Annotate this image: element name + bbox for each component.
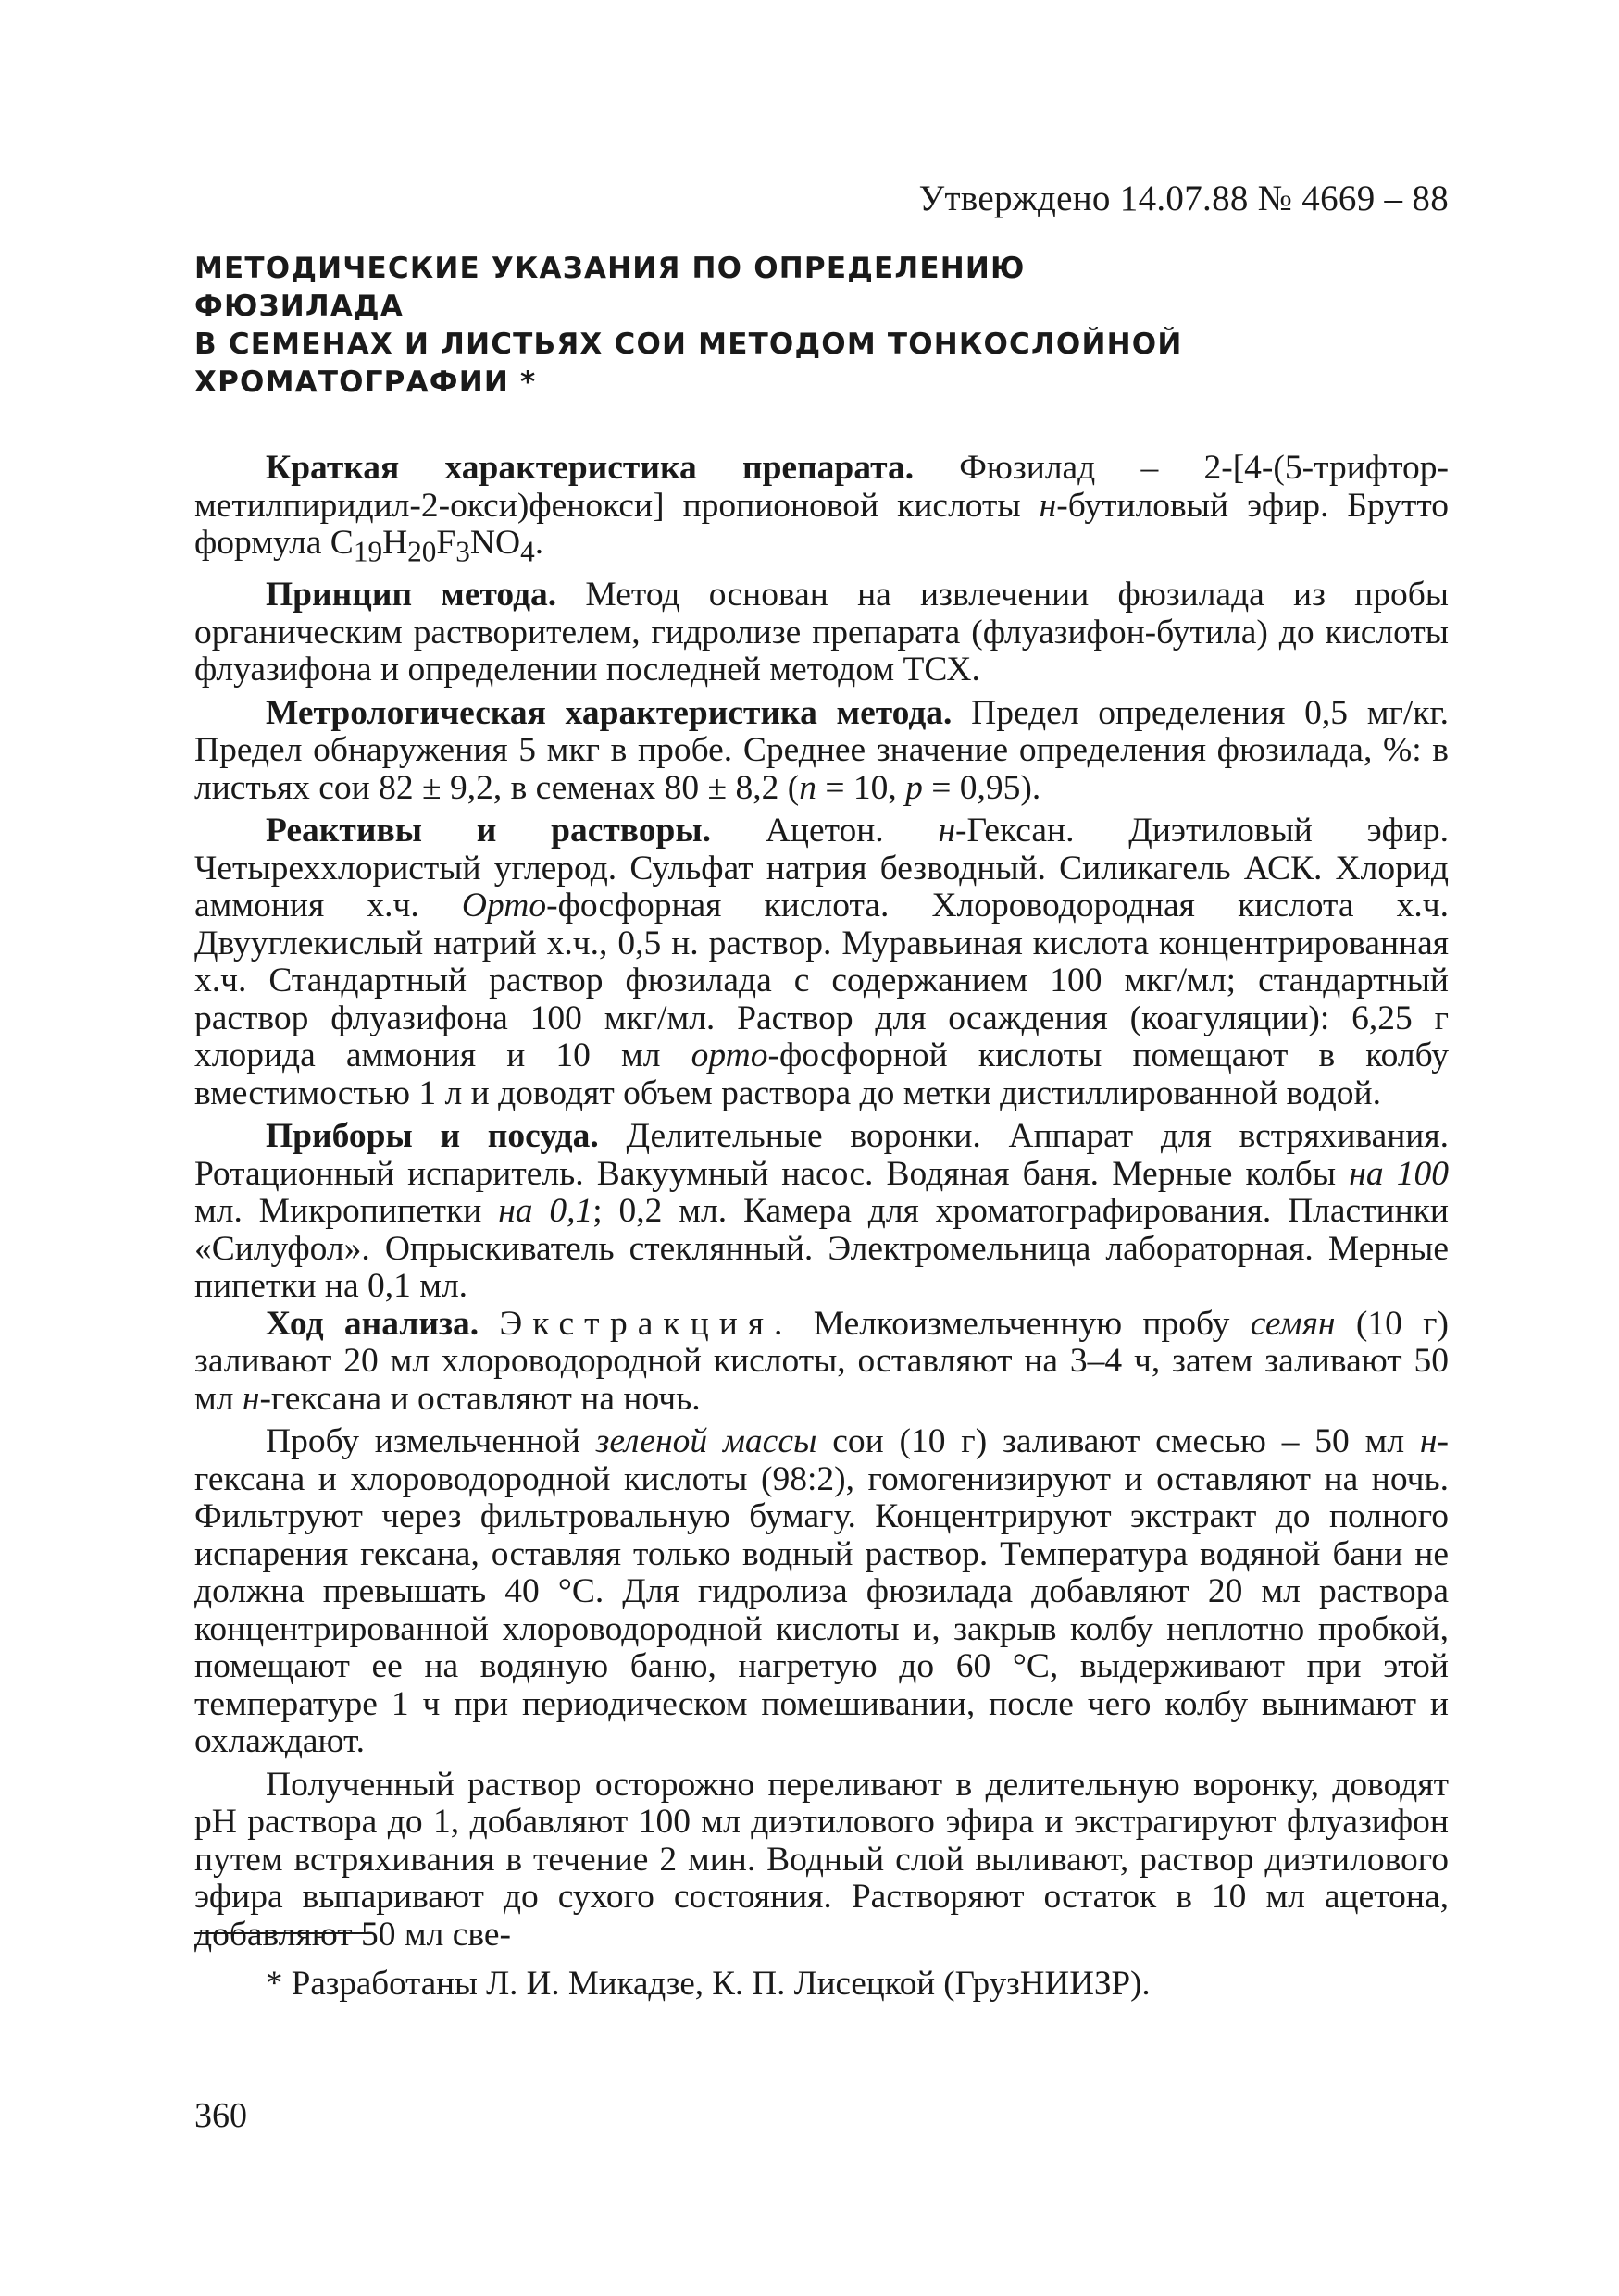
paragraph-solution: Полученный раствор осторожно переливают в делительную воронку, доводят рН раствора до 1, добавляют 100 мл диэтилового эфира и экстрагируют флуазифон путем встряхивания в течение 2 мин. Водный слой выливают, раствор диэтилового эфира выпаривают до сухого состояния. Растворяют остаток в 10 мл ацетона, добавляют 50 мл све- xyxy=(194,1765,1449,1954)
title-line-1: МЕТОДИЧЕСКИЕ УКАЗАНИЯ ПО ОПРЕДЕЛЕНИЮ ФЮЗИЛАДА xyxy=(194,252,1026,323)
title-line-2: В СЕМЕНАХ И ЛИСТЬЯХ СОИ МЕТОДОМ ТОНКОСЛОЙНОЙ xyxy=(194,328,1183,361)
paragraph-devices: Приборы и посуда. Делительные воронки. Аппарат для встряхивания. Ротационный испаритель. Вакуумный насос. Водяная баня. Мерные колбы на 100 мл. Микропипетки на 0,1; 0,2 мл. Камера для хроматографирования. Пластинки «Силуфол». Опрыскиватель стеклянный. Электромельница лабораторная. Мерные пипетки на 0,1 мл. xyxy=(194,1117,1450,1305)
paragraph-lead: Ход анализа. xyxy=(266,1304,479,1343)
paragraph-analysis: Ход анализа. Экстракция. Мелкоизмельченную пробу семян (10 г) заливают 20 мл хлороводородной кислоты, оставляют на 3–4 ч, затем заливают 50 мл н-гексана и оставляют на ночь. xyxy=(194,1304,1450,1418)
paragraph-lead: Метрологическая характеристика метода. xyxy=(266,693,953,732)
paragraph-lead: Краткая характеристика препарата. xyxy=(266,449,915,487)
paragraph-reagents: Реактивы и растворы. Ацетон. н-Гексан. Диэтиловый эфир. Четыреххлористый углерод. Сульфат натрия безводный. Силикагель АСК. Хлорид аммония х.ч. Орто-фосфорная кислота. Хлороводородная кислота х.ч. Двууглекислый натрий х.ч., 0,5 н. раствор. Муравьиная кислота концентрированная х.ч. Стандартный раствор фюзилада с содержанием 100 мкг/мл; стандартный раствор флуазифона 100 мкг/мл. Раствор для осаждения (коагуляции): 6,25 г хлорида аммония и 10 мл орто-фосфорной кислоты помещают в колбу вместимостью 1 л и доводят объем раствора до метки дистиллированной водой. xyxy=(194,812,1449,1112)
extraction-heading: Экстракция. xyxy=(499,1304,793,1343)
paragraph-brief-characteristic: Краткая характеристика препарата. Фюзилад – 2-[4-(5-трифтор-метилпиридил-2-окси)фенокси] пропионовой кислоты н-бутиловый эфир. Брутто формула $C_{19}H_{20}F_3NO_4$. xyxy=(194,449,1449,568)
paragraph-lead: Приборы и посуда. xyxy=(266,1117,599,1155)
document-title xyxy=(194,250,1213,402)
paragraph-lead: Принцип метода. xyxy=(266,576,557,614)
approval-line: Утверждено 14.07.88 № 4669 – 88 xyxy=(918,179,1449,218)
paragraph-green-mass: Пробу измельченной зеленой массы сои (10 г) заливают смесью – 50 мл н-гексана и хлороводородной кислоты (98:2), гомогенизируют и оставляют на ночь. Фильтруют через фильтровальную бумагу. Концентрируют экстракт до полного испарения гексана, оставляя только водный раствор. Температура водяной бани не должна превышать 40 °С. Для гидролиза фюзилада добавляют 20 мл раствора концентрированной хлороводородной кислоты и, закрыв колбу неплотно пробкой, помещают ее на водяную баню, нагретую до 60 °С, выдерживают при этой температуре 1 ч при периодическом помешивании, после чего колбу вынимают и охлаждают. xyxy=(194,1422,1449,1760)
page-body xyxy=(194,176,1449,1954)
footnote: * Разработаны Л. И. Микадзе, К. П. Лисецкой (ГрузНИИЗР). xyxy=(266,1965,1151,2003)
page-number: 360 xyxy=(194,2096,247,2135)
paragraph-metrology: Метрологическая характеристика метода. Предел определения 0,5 мг/кг. Предел обнаружения 5 мкг в пробе. Среднее значение определения фюзилада, %: в листьях сои 82 ± 9,2, в семенах 80 ± 8,2 (n = 10, p = 0,95). xyxy=(194,693,1449,807)
footnote-divider xyxy=(194,1932,372,1934)
paragraph-method-principle: Принцип метода. Метод основан на извлечении фюзилада из пробы органическим растворителем, гидролизе препарата (флуазифон-бутила) до кислоты флуазифона и определении последней методом ТСХ. xyxy=(194,576,1450,689)
title-line-3: ХРОМАТОГРАФИИ * xyxy=(194,366,537,399)
paragraph-lead: Реактивы и растворы. xyxy=(266,812,712,850)
